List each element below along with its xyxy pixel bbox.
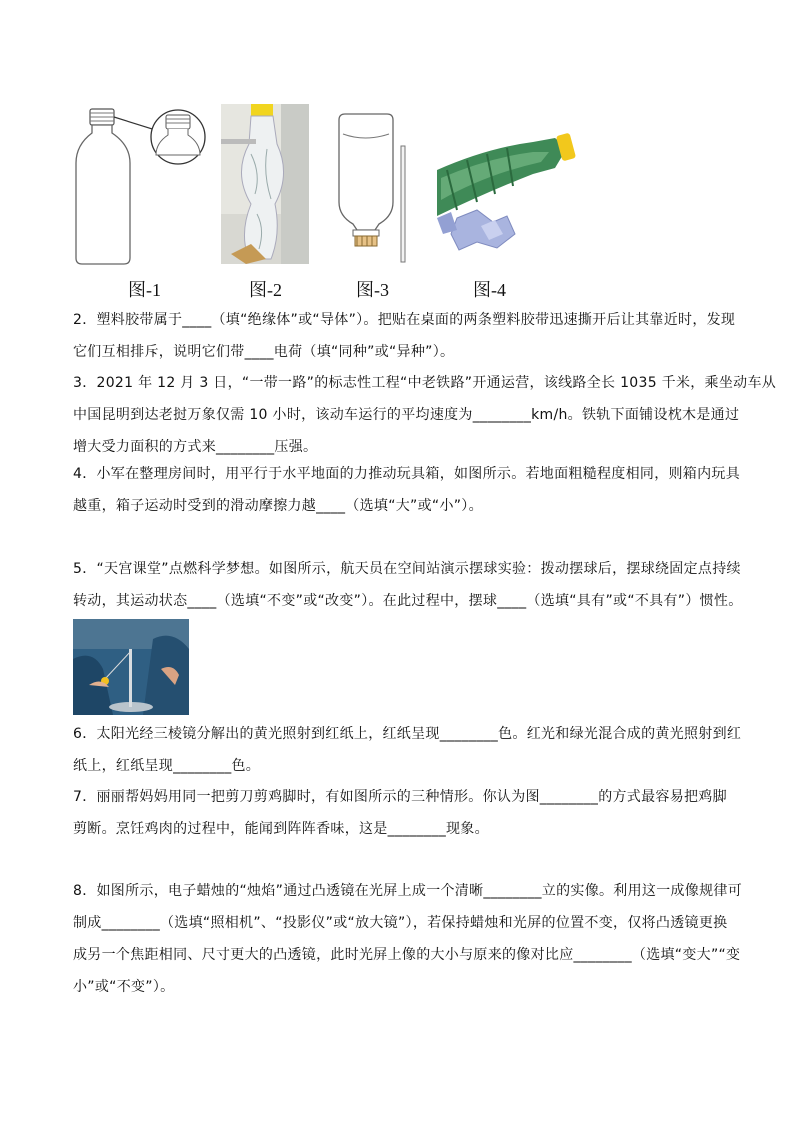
question-6-line-1: 6．太阳光经三棱镜分解出的黄光照射到红纸上，红纸呈现________色。红光和绿光混合成的黄光照射到红 [73,726,742,742]
question-2-line-2: 它们互相排斥，说明它们带____电荷（填“同种”或“异种”）。 [73,344,455,360]
question-3-line-2: 中国昆明到达老挝万象仅需 10 小时，该动车运行的平均速度为________km/h。铁轨下面铺设枕木是通过 [73,407,740,423]
question-2-line-1: 2．塑料胶带属于____（填“绝缘体”或“导体”）。把贴在桌面的两条塑料胶带迅速撕开后让其靠近时，发现 [73,312,736,328]
question-4-line-1: 4．小军在整理房间时，用平行于水平地面的力推动玩具箱，如图所示。若地面粗糙程度相同，则箱内玩具 [73,466,741,482]
question-3-line-3: 增大受力面积的方式来________压强。 [73,439,318,455]
figure-1-caption: 图-1 [128,280,161,300]
question-3-line-1: 3．2021 年 12 月 3 日，“一带一路”的标志性工程“中老铁路”开通运营，该线路全长 1035 千米，乘坐动车从 [73,375,777,391]
question-7 [73,781,733,845]
figure-4-caption: 图-4 [473,280,506,300]
question-7-line-2: 剪断。烹饪鸡肉的过程中，能闻到阵阵香味，这是________现象。 [73,821,489,837]
question-6 [73,718,742,782]
question-8-line-2: 制成________（选填“照相机”、“投影仪”或“放大镜”），若保持蜡烛和光屏的位置不变，仅将凸透镜更换 [73,915,728,931]
question-2 [73,304,736,368]
question-6-line-2: 纸上，红纸呈现________色。 [73,758,261,774]
question-8-line-3: 成另一个焦距相同、尺寸更大的凸透镜，此时光屏上像的大小与原来的像对比应________（选填“变大”“变 [73,947,741,963]
question-5-pendulum-photo [73,619,189,715]
question-8-line-4: 小”或“不变”）。 [73,979,175,995]
question-4-line-2: 越重，箱子运动时受到的滑动摩擦力越____（选填“大”或“小”）。 [73,498,483,514]
question-8-line-1: 8．如图所示，电子蜡烛的“烛焰”通过凸透镜在光屏上成一个清晰________立的实像。利用这一成像规律可 [73,883,743,899]
question-8 [73,875,743,1003]
figure-4-green-bottle-photo [437,130,587,260]
question-4 [73,458,741,522]
question-3 [73,367,777,463]
question-5 [73,553,743,617]
figure-1-bottle-drawing [70,103,210,268]
figure-3-caption: 图-3 [356,280,389,300]
question-5-line-2: 转动，其运动状态____（选填“不变”或“改变”）。在此过程中，摆球____（选填“具有”或“不具有”）惯性。 [73,593,743,609]
figure-2-caption: 图-2 [249,280,282,300]
figure-2-crushed-bottle-photo [221,104,309,264]
figure-3-bottle-straw-drawing [335,112,415,264]
question-5-line-1: 5．“天宫课堂”点燃科学梦想。如图所示，航天员在空间站演示摆球实验：拨动摆球后，摆球绕固定点持续 [73,561,741,577]
question-7-line-1: 7．丽丽帮妈妈用同一把剪刀剪鸡脚时，有如图所示的三种情形。你认为图________的方式最容易把鸡脚 [73,789,727,805]
